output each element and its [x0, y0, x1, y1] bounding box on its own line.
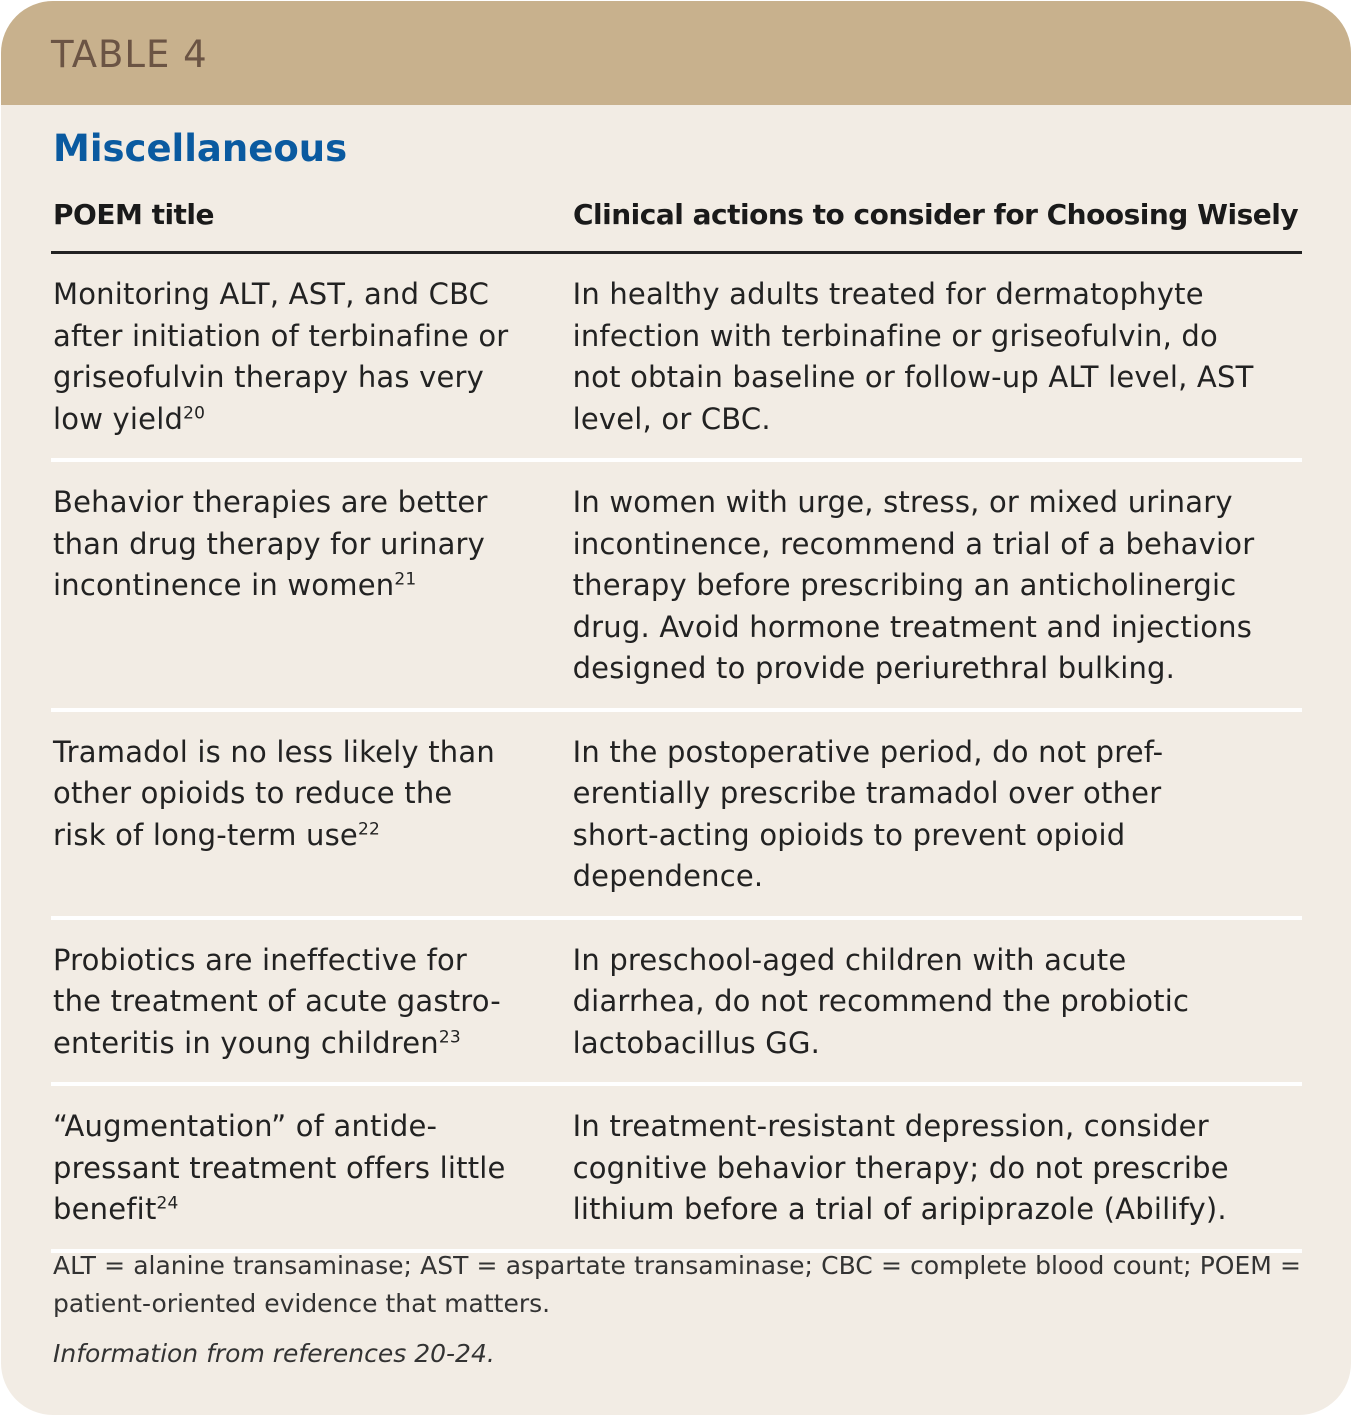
footnote: ALT = alanine transaminase; AST = aspartate transaminase; CBC = complete blood count; POEM = patient-oriented evidence that matters.: [53, 1251, 1301, 1318]
column-header-actions: Clinical actions to consider for Choosing Wisely: [573, 198, 1299, 231]
table-number: TABLE 4: [51, 33, 208, 76]
table-row: [51, 712, 1302, 920]
action-cell: In healthy adults treated for dermatophyte infection with terbinafine or griseofulvin, do not obtain baseline or follow-up ALT level, AST level, or CBC.: [572, 277, 1254, 436]
poem-title-cell: [51, 1106, 573, 1231]
action-cell: In treatment-resistant depression, consider cognitive behavior therapy; do not prescribe lithium before a trial of aripiprazole (Abilify).: [572, 1109, 1229, 1226]
action-cell: In the postoperative period, do not pref- erentially prescribe tramadol over other short-acting opioids to prevent opioid dependence.: [572, 734, 1164, 893]
source-note: Information from references 20-24.: [53, 1339, 495, 1368]
poem-text: “Augmentation” of antide- pressant treatment offers little benefit: [53, 1109, 506, 1226]
table-row: [51, 254, 1302, 462]
reference: 21: [394, 569, 417, 590]
poem-title-cell: [51, 940, 573, 1065]
table-body: [51, 254, 1302, 1253]
reference: 24: [156, 1193, 179, 1214]
table-row: [51, 920, 1302, 1087]
column-header-poem: POEM title: [53, 198, 215, 231]
poem-title-cell: [51, 274, 573, 440]
poem-title-cell: [51, 482, 573, 690]
table-card: [1, 1, 1351, 1415]
table-row: [51, 1086, 1302, 1253]
reference: 22: [357, 818, 380, 839]
poem-title-cell: [51, 732, 573, 898]
poem-text: Monitoring ALT, AST, and CBC after initiation of terbinafine or griseofulvin therapy has very low yield: [53, 277, 509, 436]
poem-text: Probiotics are ineffective for the treatment of acute gastro- enteritis in young children: [53, 942, 501, 1060]
action-cell: In preschool-aged children with acute diarrhea, do not recommend the probiotic lactobacillus GG.: [572, 942, 1190, 1060]
reference: 20: [183, 402, 206, 423]
table-row: [51, 462, 1302, 712]
action-cell: In women with urge, stress, or mixed urinary incontinence, recommend a trial of a behavior therapy before prescribing an anticholinergic drug. Avoid hormone treatment and injections designed to provide periurethral bulking.: [572, 485, 1255, 685]
poem-text: Tramadol is no less likely than other opioids to reduce the risk of long-term use: [53, 734, 495, 852]
table-title: Miscellaneous: [53, 127, 348, 170]
table-header-bar: [1, 1, 1351, 105]
poem-text: Behavior therapies are better than drug therapy for urinary incontinence in women: [53, 485, 488, 602]
reference: 23: [438, 1026, 461, 1047]
